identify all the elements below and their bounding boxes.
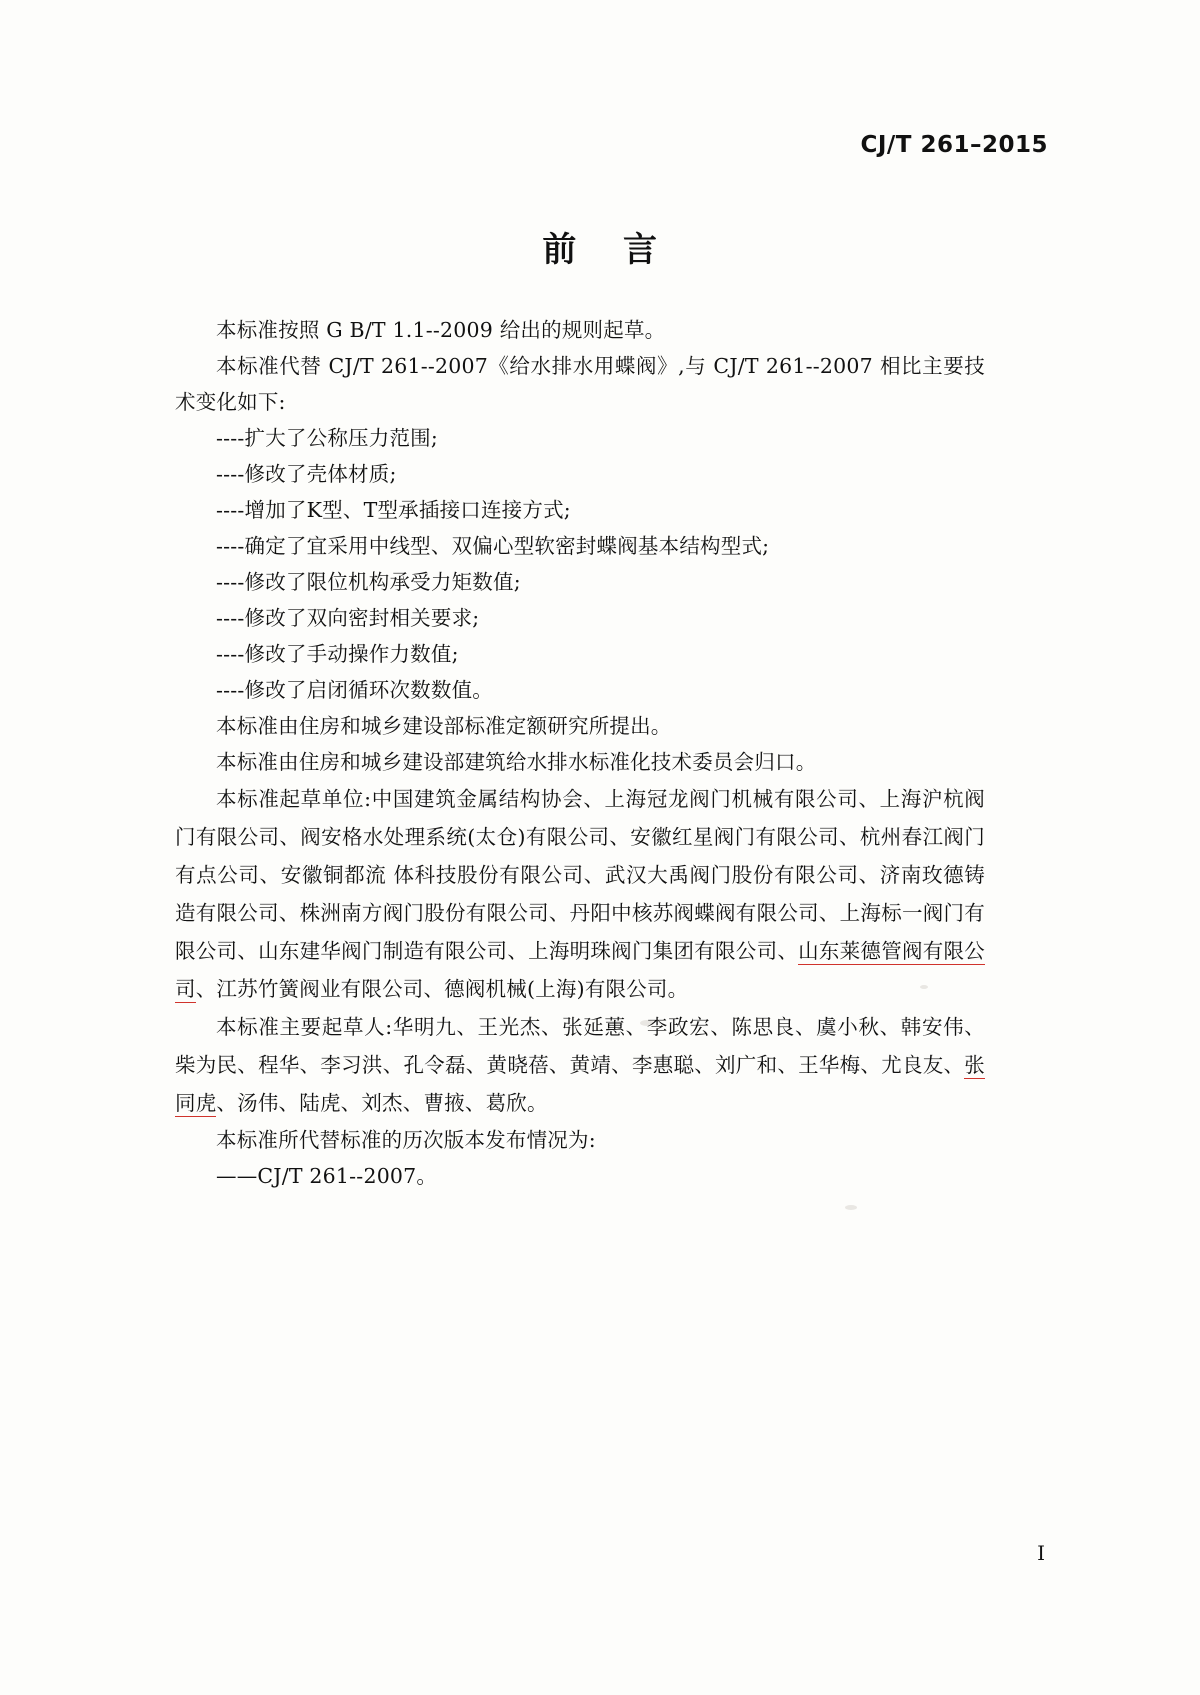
drafters-label: 本标准主要起草人: xyxy=(216,1015,393,1039)
title-char-right: 言 xyxy=(623,230,658,270)
drafting-units-annotated: 山东莱德管阀有限公司 xyxy=(175,939,985,1001)
foreword-body xyxy=(175,312,985,1194)
paragraph-drafting-units xyxy=(175,780,985,1008)
change-item-4: ----确定了宜采用中线型、双偏心型软密封蝶阀基本结构型式; xyxy=(216,534,770,558)
drafter-annotated: 张同虎 xyxy=(175,1053,985,1115)
drafting-units-text-b: 、江苏竹簧阀业有限公司、德阀机械(上海)有限公司。 xyxy=(195,977,689,1001)
paragraph-replaces: 本标准代替 CJ/T 261--2007《给水排水用蝶阀》,与 CJ/T 261--2007 相比主要技术变化如下: xyxy=(175,354,985,414)
change-item-3: ----增加了K型、T型承插接口连接方式; xyxy=(216,498,571,522)
paragraph-drafters xyxy=(175,1008,985,1122)
change-item-5: ----修改了限位机构承受力矩数值; xyxy=(216,570,521,594)
change-item-1: ----扩大了公称压力范围; xyxy=(216,426,438,450)
change-item-7: ----修改了手动操作力数值; xyxy=(216,642,459,666)
drafters-text-a: 华明九、王光杰、张延蕙、李政宏、陈思良、虞小秋、韩安伟、柴为民、程华、李习洪、孔令磊、黄晓蓓、黄靖、李惠聪、刘广和、王华梅、尤良友、 xyxy=(175,1015,985,1077)
change-item-2: ----修改了壳体材质; xyxy=(216,462,397,486)
scan-speckle xyxy=(845,1205,857,1210)
drafting-units-text-a: 中国建筑金属结构协会、上海冠龙阀门机械有限公司、上海沪杭阀门有限公司、阀安格水处理系统(太仓)有限公司、安徽红星阀门有限公司、杭州春江阀门有点公司、安徽铜都流 体科技股份有限公司、武汉大禹阀门股份有限公司、济南玫德铸造有限公司、株洲南方阀门股份有限公司、丹阳中核苏阀蝶阀有限公司、上海标一阀门有限公司、山东建华阀门制造有限公司、上海明珠阀门集团有限公司、 xyxy=(175,787,986,963)
page-folio: I xyxy=(1037,1541,1045,1565)
title-char-left: 前 xyxy=(542,230,577,270)
paragraph-basis: 本标准按照 G B/T 1.1--2009 给出的规则起草。 xyxy=(216,318,666,342)
change-item-6: ----修改了双向密封相关要求; xyxy=(216,606,480,630)
change-item-8: ----修改了启闭循环次数数值。 xyxy=(216,678,493,702)
paragraph-administered-by: 本标准由住房和城乡建设部建筑给水排水标准化技术委员会归口。 xyxy=(216,750,817,774)
page-title xyxy=(0,222,1200,271)
paragraph-history-intro: 本标准所代替标准的历次版本发布情况为: xyxy=(216,1128,596,1152)
history-item-1: ——CJ/T 261--2007。 xyxy=(216,1164,438,1188)
drafters-text-b: 、汤伟、陆虎、刘杰、曹掖、葛欣。 xyxy=(216,1091,548,1115)
standard-code-header: CJ/T 261–2015 xyxy=(860,132,1048,158)
paragraph-proposed-by: 本标准由住房和城乡建设部标准定额研究所提出。 xyxy=(216,714,672,738)
drafting-units-label: 本标准起草单位: xyxy=(216,787,372,811)
